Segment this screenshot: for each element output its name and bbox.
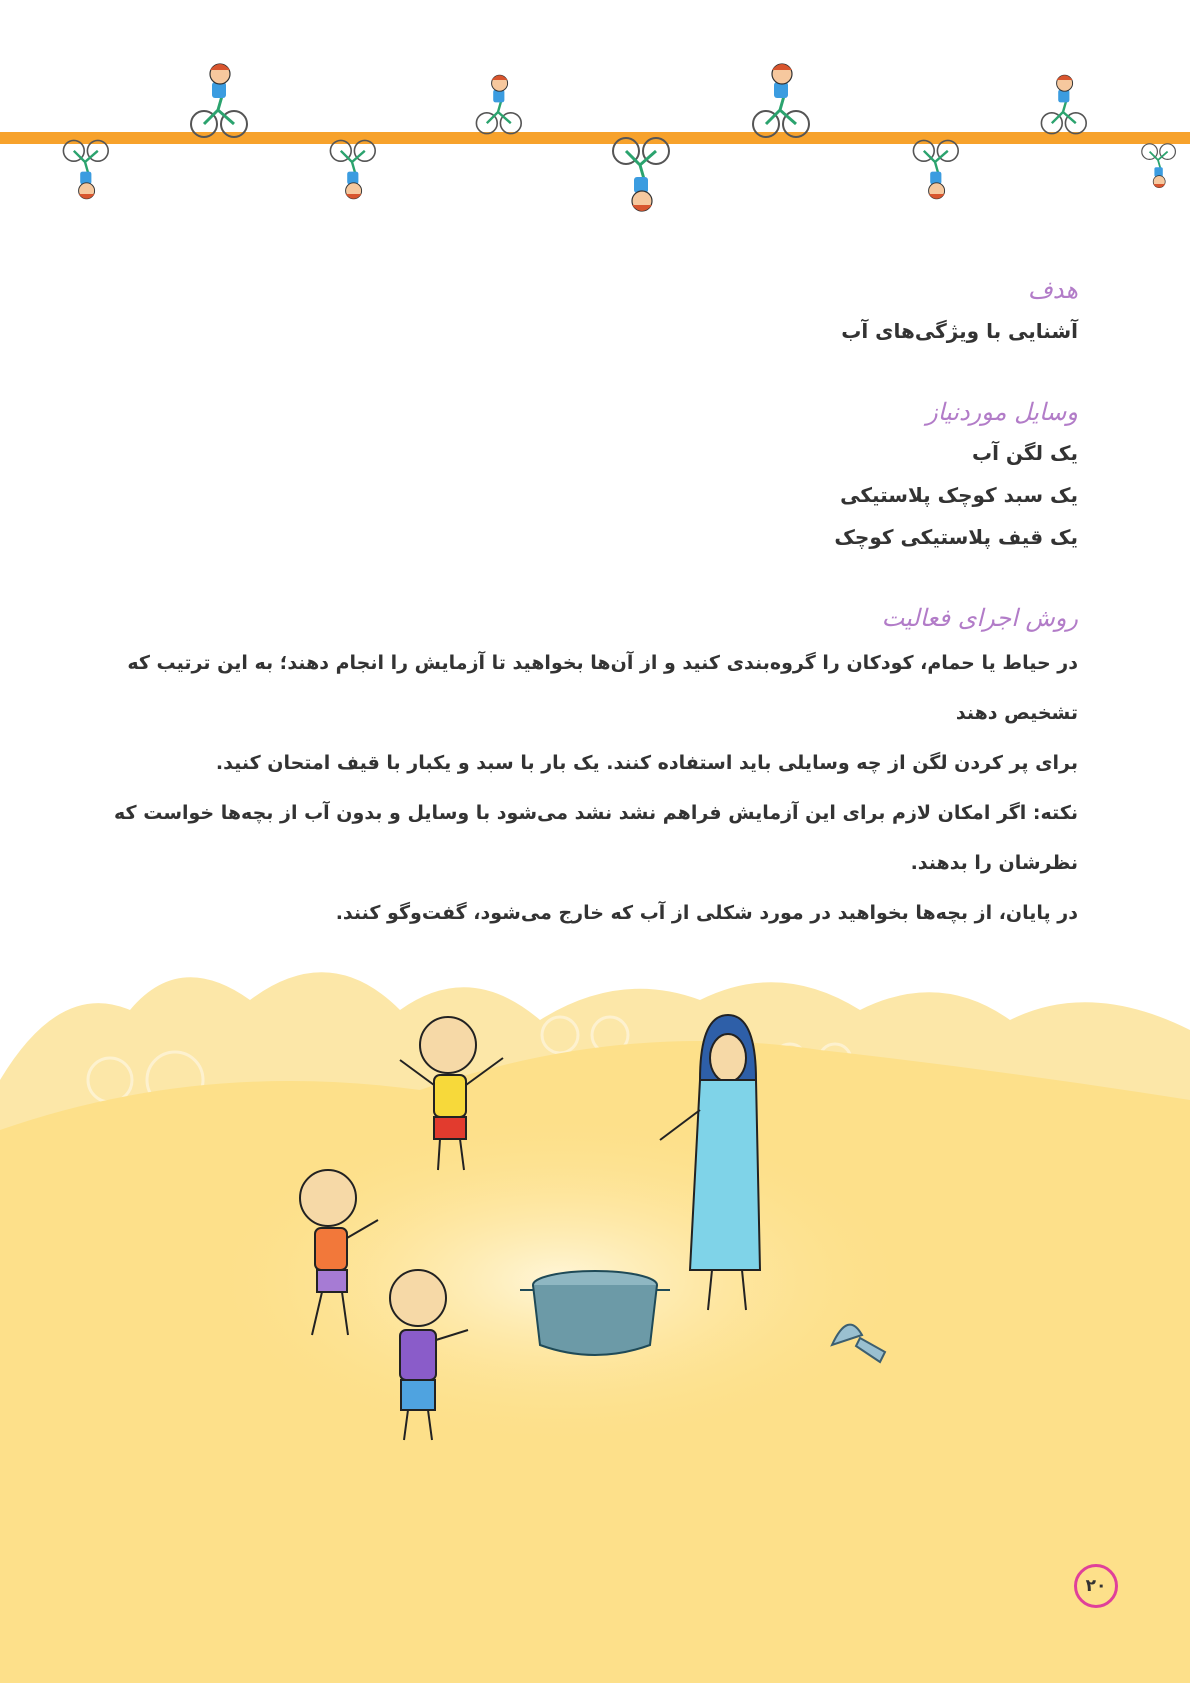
cyclist-icon: [1041, 75, 1086, 133]
page-number: ۲۰: [1074, 1564, 1118, 1608]
cyclist-icon: [63, 140, 108, 198]
method-note-line: نکته: اگر امکان لازم برای این آزمایش فراهم نشد نشد می‌شود با وسایل و بدون آب از بچه‌ها خواست که نظرشان را بدهند.: [114, 802, 1078, 874]
cyclist-icon: [1142, 144, 1176, 188]
top-decorative-band: [0, 0, 1190, 230]
materials-heading: وسایل موردنیاز: [926, 398, 1078, 426]
cyclist-icon: [613, 138, 669, 211]
materials-item: یک لگن آب: [971, 441, 1078, 465]
materials-item: یک قیف پلاستیکی کوچک: [834, 525, 1078, 549]
cyclist-icon: [753, 64, 809, 137]
orange-stripe: [0, 132, 1190, 144]
materials-section: [98, 392, 1078, 558]
goal-text: آشنایی با ویژگی‌های آب: [841, 319, 1078, 343]
cyclist-icon: [191, 64, 247, 137]
water-pot: [520, 1271, 670, 1355]
goal-heading: هدف: [1027, 276, 1078, 304]
goal-section: [98, 270, 1078, 352]
cyclist-icon: [913, 140, 958, 198]
cyclist-icon: [330, 140, 375, 198]
method-section: [98, 598, 1078, 938]
materials-item: یک سبد کوچک پلاستیکی: [840, 483, 1078, 507]
cyclist-icon: [476, 75, 521, 133]
method-line: در حیاط یا حمام، کودکان را گروه‌بندی کنید و از آن‌ها بخواهید تا آزمایش را انجام دهند؛ به این ترتیب که تشخیص دهند: [127, 652, 1078, 724]
method-line: در پایان، از بچه‌ها بخواهید در مورد شکلی از آب که خارج می‌شود، گفت‌وگو کنند.: [335, 902, 1078, 924]
method-line: برای پر کردن لگن از چه وسایلی باید استفاده کنند. یک بار با سبد و یکبار با قیف امتحان کنید.: [215, 752, 1078, 774]
lesson-content: [98, 270, 1078, 938]
method-heading: روش اجرای فعالیت: [881, 604, 1078, 632]
children-water-illustration: [0, 940, 1190, 1683]
